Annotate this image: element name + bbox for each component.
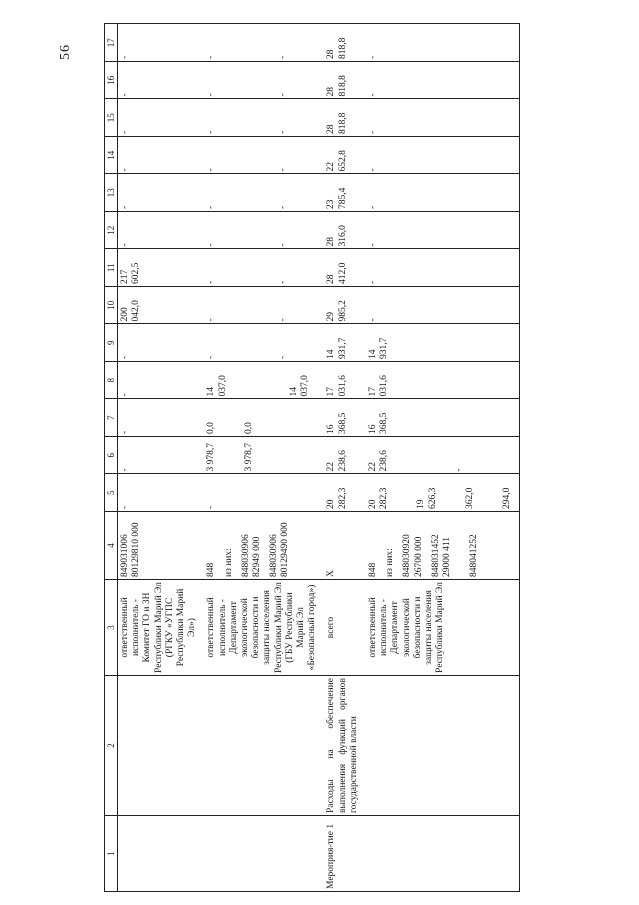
value-cell (366, 474, 520, 512)
value-cell (204, 212, 324, 250)
table-row (324, 24, 366, 892)
value-cell: - (366, 174, 520, 212)
value-cell: 28 818,8 (324, 62, 366, 100)
description-cell (204, 676, 324, 816)
value-cell: 217 602,5 (118, 249, 205, 287)
value-cell: - (118, 99, 205, 137)
code-line: 848030906 80129490 000 (269, 522, 291, 577)
col-header: 7 (105, 399, 118, 437)
description-cell (118, 676, 205, 816)
col-header: 6 (105, 437, 118, 475)
value-cell: - (366, 24, 520, 62)
value-cell: - (118, 174, 205, 212)
value-cell: 14 931,7 (366, 324, 520, 362)
value-line: - (206, 168, 217, 172)
value-line: 0,0 (243, 422, 254, 434)
value-cell: 200 042,0 (118, 287, 205, 325)
measure-cell (118, 816, 205, 892)
value-cell: 22 652,8 (324, 137, 366, 175)
code-cell (204, 512, 324, 580)
table-row (118, 24, 205, 892)
value-cell: 23 785,4 (324, 174, 366, 212)
value-line: 20 282,3 (368, 487, 390, 509)
value-cell: 14 931,7 (324, 324, 366, 362)
value-line: - (277, 205, 288, 209)
executor-cell: всего (324, 580, 366, 676)
page-number: 56 (58, 44, 73, 60)
budget-table (104, 24, 520, 893)
value-cell: - (366, 212, 520, 250)
value-line: - (206, 243, 217, 247)
value-cell: 29 985,2 (324, 287, 366, 325)
value-cell: 17 031,6 (366, 362, 520, 400)
col-header: 4 (105, 512, 118, 580)
description-cell: Расходы на обеспечение выполнения функций органов государственной власти (324, 676, 366, 816)
value-line: - (206, 55, 217, 59)
value-cell: - (118, 212, 205, 250)
measure-cell (204, 816, 324, 892)
value-cell: 28 316,0 (324, 212, 366, 250)
code-line: 848030920 26700 000 (402, 534, 424, 577)
col-header: 17 (105, 24, 118, 62)
value-line: 14 037,0 (206, 375, 228, 397)
value-line: 362,0 (464, 487, 475, 509)
value-line: - (277, 243, 288, 247)
value-cell: - (118, 474, 205, 512)
code-line: 848 (368, 562, 379, 577)
code-line: из них: (385, 548, 396, 577)
value-line: 22 238,6 (368, 450, 390, 472)
value-line: - (277, 168, 288, 172)
value-line: 3 978,7 (243, 443, 254, 472)
code-line: 848031452 29000 411 (430, 534, 453, 577)
col-header: 12 (105, 212, 118, 250)
col-header: 13 (105, 174, 118, 212)
value-cell (204, 324, 324, 362)
value-line: 294,0 (502, 487, 513, 509)
executor-cell: ответственный исполнитель - Департамент экологической безопасности и защиты населения Республики Марий Эл (ГБУ Республики Марий Эл «Безопасный город») (204, 580, 324, 676)
value-line: 3 978,7 (206, 443, 217, 472)
value-cell (204, 249, 324, 287)
value-cell: - (118, 24, 205, 62)
value-cell: - (118, 399, 205, 437)
value-cell: 28 818,8 (324, 24, 366, 62)
value-cell: - (366, 62, 520, 100)
value-line: 14 037,0 (288, 375, 311, 397)
col-header: 8 (105, 362, 118, 400)
value-line: - (277, 55, 288, 59)
value-line: - (206, 205, 217, 209)
value-cell (204, 62, 324, 100)
code-line: 848030906 82949 000 (240, 534, 263, 577)
value-line: - (277, 318, 288, 322)
value-cell: 28 818,8 (324, 99, 366, 137)
value-cell (204, 99, 324, 137)
value-cell (204, 24, 324, 62)
col-header: 11 (105, 249, 118, 287)
code-cell: 849031006 80129810 000 (118, 512, 205, 580)
col-header: 9 (105, 324, 118, 362)
col-header: 15 (105, 99, 118, 137)
col-header: 10 (105, 287, 118, 325)
col-header: 5 (105, 474, 118, 512)
col-header: 14 (105, 137, 118, 175)
measure-cell (366, 816, 520, 892)
col-header: 2 (105, 676, 118, 816)
value-line: 19 626,3 (416, 487, 438, 509)
code-line: 848041252 (469, 534, 480, 577)
value-cell: 17 031,6 (324, 362, 366, 400)
value-line: - (206, 280, 217, 284)
header-row (105, 24, 118, 892)
value-line: - (206, 93, 217, 97)
value-cell: 22 238,6 (324, 437, 366, 475)
value-cell: - (118, 62, 205, 100)
table-row (366, 24, 520, 892)
value-line: - (206, 505, 217, 509)
value-line: - (206, 130, 217, 134)
value-cell: - (118, 362, 205, 400)
value-cell (204, 287, 324, 325)
value-line: - (206, 318, 217, 322)
code-line: 848 (206, 562, 217, 577)
value-line: - (277, 130, 288, 134)
value-cell (204, 474, 324, 512)
value-cell (204, 362, 324, 400)
measure-cell: Мероприя-тие 1 (324, 816, 366, 892)
value-cell: - (366, 99, 520, 137)
value-cell: - (366, 287, 520, 325)
col-header: 3 (105, 580, 118, 676)
value-cell (204, 137, 324, 175)
value-line: 0,0 (206, 422, 217, 434)
value-line: - (206, 355, 217, 359)
col-header: 1 (105, 816, 118, 892)
value-cell (204, 174, 324, 212)
description-cell (366, 676, 520, 816)
code-line: из них: (223, 548, 234, 577)
value-cell: 16 368,5 (324, 399, 366, 437)
value-line: - (277, 93, 288, 97)
code-cell: X (324, 512, 366, 580)
col-header: 16 (105, 62, 118, 100)
value-line: - (277, 280, 288, 284)
table-sheet (104, 32, 524, 892)
value-line: - (454, 468, 465, 472)
value-cell: 16 368,5 (366, 399, 520, 437)
value-cell (204, 399, 324, 437)
value-cell (204, 437, 324, 475)
value-line: - (277, 355, 288, 359)
executor-cell: ответственный исполнитель - Департамент экологической безопасности и защиты населения Республики Марий Эл (366, 580, 520, 676)
value-cell: - (118, 137, 205, 175)
value-cell (366, 437, 520, 475)
value-cell: - (366, 249, 520, 287)
value-cell: - (366, 137, 520, 175)
value-cell: - (118, 437, 205, 475)
code-cell (366, 512, 520, 580)
executor-cell: ответственный исполнитель - Комитет ГО и ЗН Республики Марий Эл (РГКУ «УГПС Республики Марий Эл») (118, 580, 205, 676)
value-cell: - (118, 324, 205, 362)
value-cell: 28 412,0 (324, 249, 366, 287)
value-cell: 20 282,3 (324, 474, 366, 512)
table-row (204, 24, 324, 892)
